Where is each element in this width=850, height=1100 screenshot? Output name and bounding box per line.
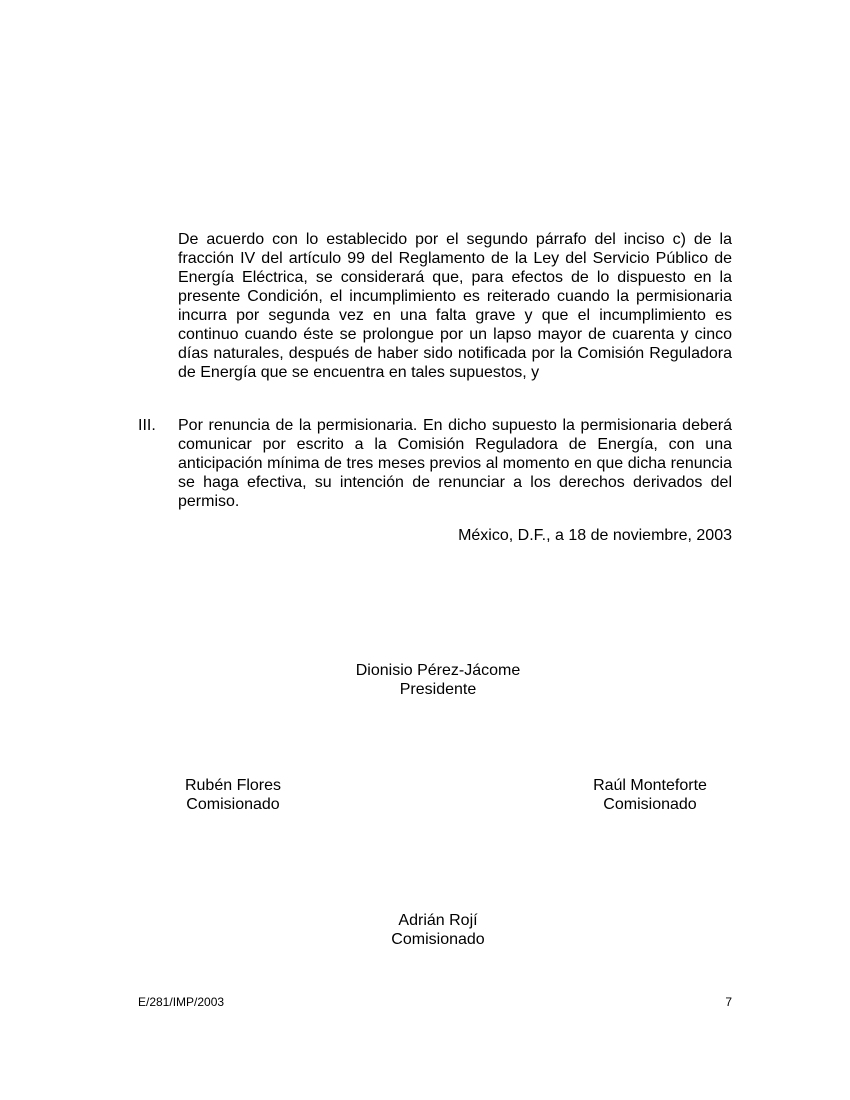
signatory-name: Raúl Monteforte xyxy=(593,777,707,794)
signature-block-flores xyxy=(103,776,363,814)
place-and-date: México, D.F., a 18 de noviembre, 2003 xyxy=(458,527,732,544)
footer-document-code: E/281/IMP/2003 xyxy=(138,995,225,1009)
body-paragraph-continuation: De acuerdo con lo establecido por el segundo párrafo del inciso c) de la fracción IV del artículo 99 del Reglamento de la Ley del Servicio Público de Energía Eléctrica, se considerará que, para efectos de lo dispuesto en la presente Condición, el incumplimiento es reiterado cuando la permisionaria incurra por segunda vez en una falta grave y que el incumplimiento es continuo cuando éste se prolongue por un lapso mayor de cuarenta y cinco días naturales, después de haber sido notificada por la Comisión Reguladora de Energía que se encuentra en tales supuestos, y xyxy=(178,231,732,381)
signatory-name: Adrián Rojí xyxy=(398,912,478,929)
footer-page-number: 7 xyxy=(725,995,732,1009)
signatory-title: Comisionado xyxy=(186,796,280,813)
signature-block-monteforte xyxy=(520,776,780,814)
signatory-name: Rubén Flores xyxy=(184,777,282,794)
signature-block-roji xyxy=(308,911,568,949)
signatory-title: Comisionado xyxy=(391,931,485,948)
list-item-number-iii: III. xyxy=(138,417,156,434)
signatory-name: Dionisio Pérez-Jácome xyxy=(355,662,521,679)
signatory-title: Comisionado xyxy=(603,796,697,813)
list-item-text-iii: Por renuncia de la permisionaria. En dicho supuesto la permisionaria deberá comunicar por escrito a la Comisión Reguladora de Energía, con una anticipación mínima de tres meses previos al momento en que dicha renuncia se haga efectiva, su intención de renunciar a los derechos derivados del permiso. xyxy=(178,417,732,510)
signature-block-president xyxy=(308,661,568,699)
signatory-title: Presidente xyxy=(399,681,477,698)
